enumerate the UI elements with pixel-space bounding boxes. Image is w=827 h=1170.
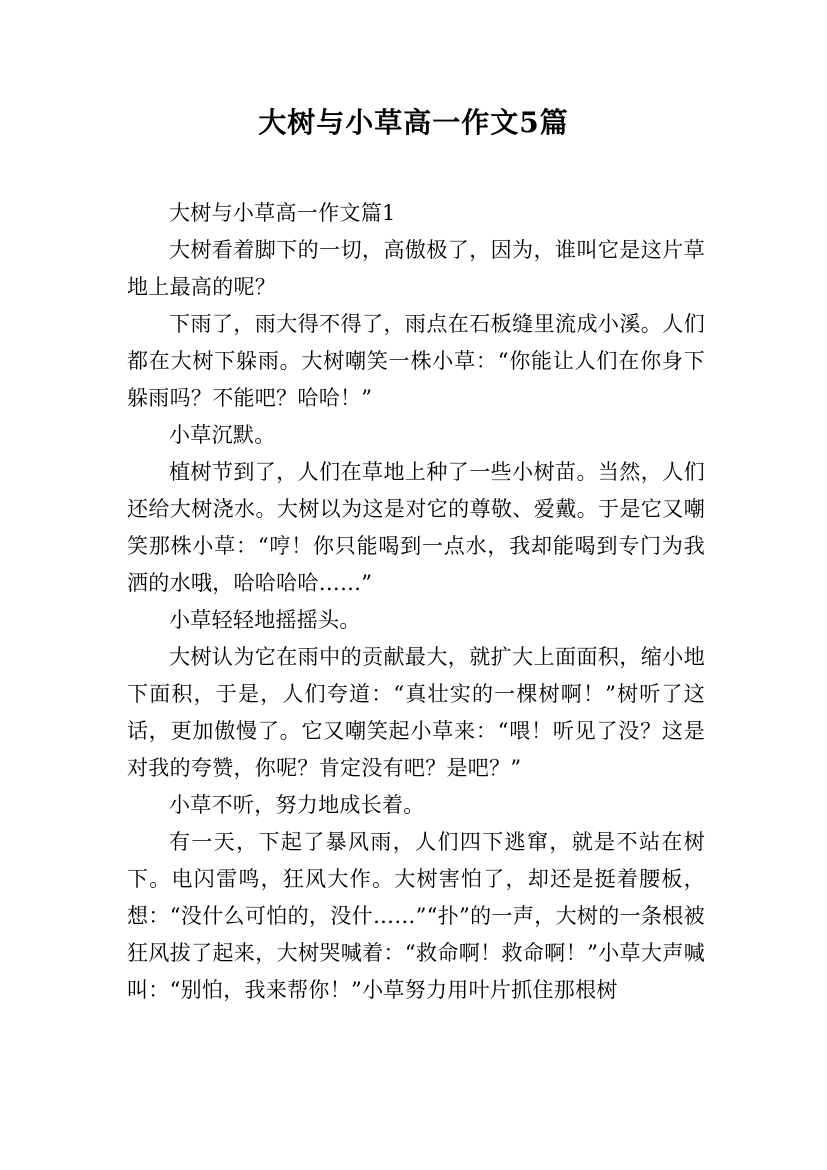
document-body [127,195,705,1009]
paragraph-section-heading: 大树与小草高一作文篇1 [169,201,396,225]
paragraph: 大树看着脚下的一切，高傲极了，因为，谁叫它是这片草地上最高的呢？ [127,238,705,299]
paragraph: 小草轻轻地摇摇头。 [169,608,361,632]
document-title: 大树与小草高一作文5篇 [258,106,569,139]
paragraph: 有一天，下起了暴风雨，人们四下逃窜，就是不站在树下。电闪雷鸣，狂风大作。大树害怕了，却还是挺着腰板，想：“没什么可怕的，没什……”“扑”的一声，大树的一条根被狂风拔了起来，大树哭喊着：“救命啊！救命啊！”小草大声喊叫：“别怕，我来帮你！”小草努力用叶片抓住那根树 [127,830,705,1002]
paragraph: 下雨了，雨大得不得了，雨点在石板缝里流成小溪。人们都在大树下躲雨。大树嘲笑一株小草：“你能让人们在你身下躲雨吗？不能吧？哈哈！” [127,312,705,410]
paragraph: 植树节到了，人们在草地上种了一些小树苗。当然，人们还给大树浇水。大树以为这是对它的尊敬、爱戴。于是它又嘲笑那株小草：“哼！你只能喝到一点水，我却能喝到专门为我洒的水哦，哈哈哈哈……” [127,460,705,595]
paragraph: 小草不听，努力地成长着。 [169,793,425,817]
paragraph: 大树认为它在雨中的贡献最大，就扩大上面面积，缩小地下面积，于是，人们夸道：“真壮实的一棵树啊！”树听了这话，更加傲慢了。它又嘲笑起小草来：“喂！听见了没？这是对我的夸赞，你呢？肯定没有吧？是吧？” [127,645,705,780]
paragraph: 小草沉默。 [169,423,276,447]
